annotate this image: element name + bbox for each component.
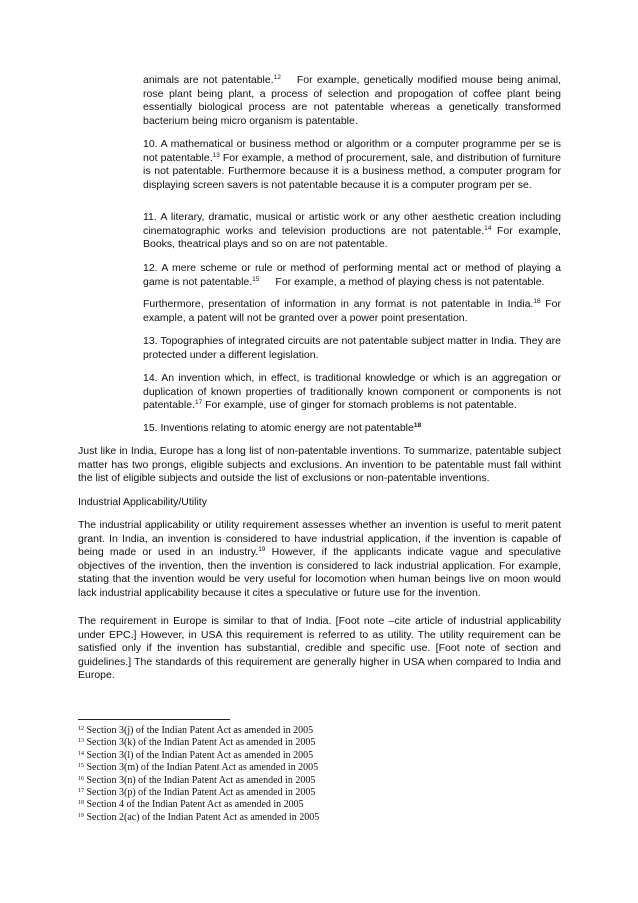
footnote-18: $^{18}$ Section 4 of the Indian Patent Act as amended in 2005 <box>78 799 304 811</box>
paragraph-item-14: 14. An invention which, in effect, is traditional knowledge or which is an aggregation or duplication of known properties of traditionally known component or components is not patentable.$^{17}$ For example, use of ginger for stomach problems is not patentable. <box>143 372 561 412</box>
paragraph-item-15: 15. Inventions relating to atomic energy are not patentable$^{18}$ <box>143 422 422 434</box>
paragraph-item-10: 10. A mathematical or business method or algorithm or a computer programme per se is not patentable.$^{13}$ For example, a method of procurement, sale, and distribution of furniture is not patentable. Furthermore because it is a business method, a computer program for displaying screen savers is not patentable because it is a computer program per se. <box>143 138 561 191</box>
paragraph-europe-usa-utility: The requirement in Europe is similar to that of India. [Foot note –cite article of industrial applicability under EPC.] However, in USA this requirement is referred to as utility. The utility requirement can be satisfied only if the invention has substantial, credible and specific use. [Foot note of section and guidelines.] The standards of this requirement are generally higher in USA when compared to India and Europe. <box>78 615 561 682</box>
footnote-ref-18: 18 <box>413 422 422 429</box>
section-heading-industrial-applicability: Industrial Applicability/Utility <box>78 496 207 508</box>
paragraph-animals: animals are not patentable.$^{12}$ For example, genetically modified mouse being animal, rose plant being plant, a process of selection and propogation of coffee plant being essentially biological process are not patentable whereas a genetically transformed bacterium being micro organism is patentable. <box>143 74 561 127</box>
footnote-separator <box>78 719 230 720</box>
footnote-19: $^{19}$ Section 2(ac) of the Indian Patent Act as amended in 2005 <box>78 811 320 823</box>
footnote-ref-15: 15 <box>252 275 260 283</box>
footnote-17: $^{17}$ Section 3(p) of the Indian Patent Act as amended in 2005 <box>78 787 316 799</box>
footnote-15: $^{15}$ Section 3(m) of the Indian Patent Act as amended in 2005 <box>78 762 319 774</box>
paragraph-industrial-applicability: The industrial applicability or utility requirement assesses whether an invention is useful to merit patent grant. In India, an invention is considered to have industrial application, if the invention is capable of being made or used in an industry.$^{19}$ However, if the applicants indicate vague and speculative objectives of the invention, then the invention is considered to lack industrial application. For example, stating that the invention would be very useful for locomotion when human beings live on moon would lack industrial applicability because it cites a speculative or future use for the invention. <box>78 519 561 599</box>
paragraph-item-11: 11. A literary, dramatic, musical or artistic work or any other aesthetic creation including cinematographic works and television productions are not patentable.$^{14}$ For example, Books, theatrical plays and so on are not patentable. <box>143 211 561 251</box>
paragraph-presentation: Furthermore, presentation of information in any format is not patentable in India.$^{16}$ For example, a patent will not be granted over a power point presentation. <box>143 298 562 324</box>
footnote-ref-17: 17 <box>194 399 203 407</box>
footnote-ref-16: 16 <box>533 298 541 305</box>
paragraph-item-13: 13. Topographies of integrated circuits are not patentable subject matter in India. They are protected under a different legislation. <box>143 335 561 361</box>
paragraph-europe-summary: Just like in India, Europe has a long list of non-patentable inventions. To summarize, patentable subject matter has two prongs, eligible subjects and exclusions. An invention to be patentable must fall withint the list of eligible subjects and outside the list of exclusions or non-patentable inventions. <box>78 445 561 485</box>
footnote-ref-13: 13 <box>212 151 220 159</box>
footnote-13: $^{13}$ Section 3(k) of the Indian Patent Act as amended in 2005 <box>78 737 316 749</box>
footnote-12: $^{12}$ Section 3(j) of the Indian Patent Act as amended in 2005 <box>78 725 314 736</box>
footnote-ref-19: 19 <box>258 546 266 554</box>
footnote-14: $^{14}$ Section 3(l) of the Indian Patent Act as amended in 2005 <box>78 749 314 761</box>
footnotes <box>78 725 478 824</box>
paragraph-item-12: 12. A mere scheme or rule or method of performing mental act or method of playing a game is not patentable.$^{15}$ For example, a method of playing chess is not patentable. <box>143 262 561 288</box>
footnote-ref-12: 12 <box>273 74 281 81</box>
footnote-ref-14: 14 <box>484 224 492 232</box>
footnote-16: $^{16}$ Section 3(n) of the Indian Patent Act as amended in 2005 <box>78 774 316 786</box>
